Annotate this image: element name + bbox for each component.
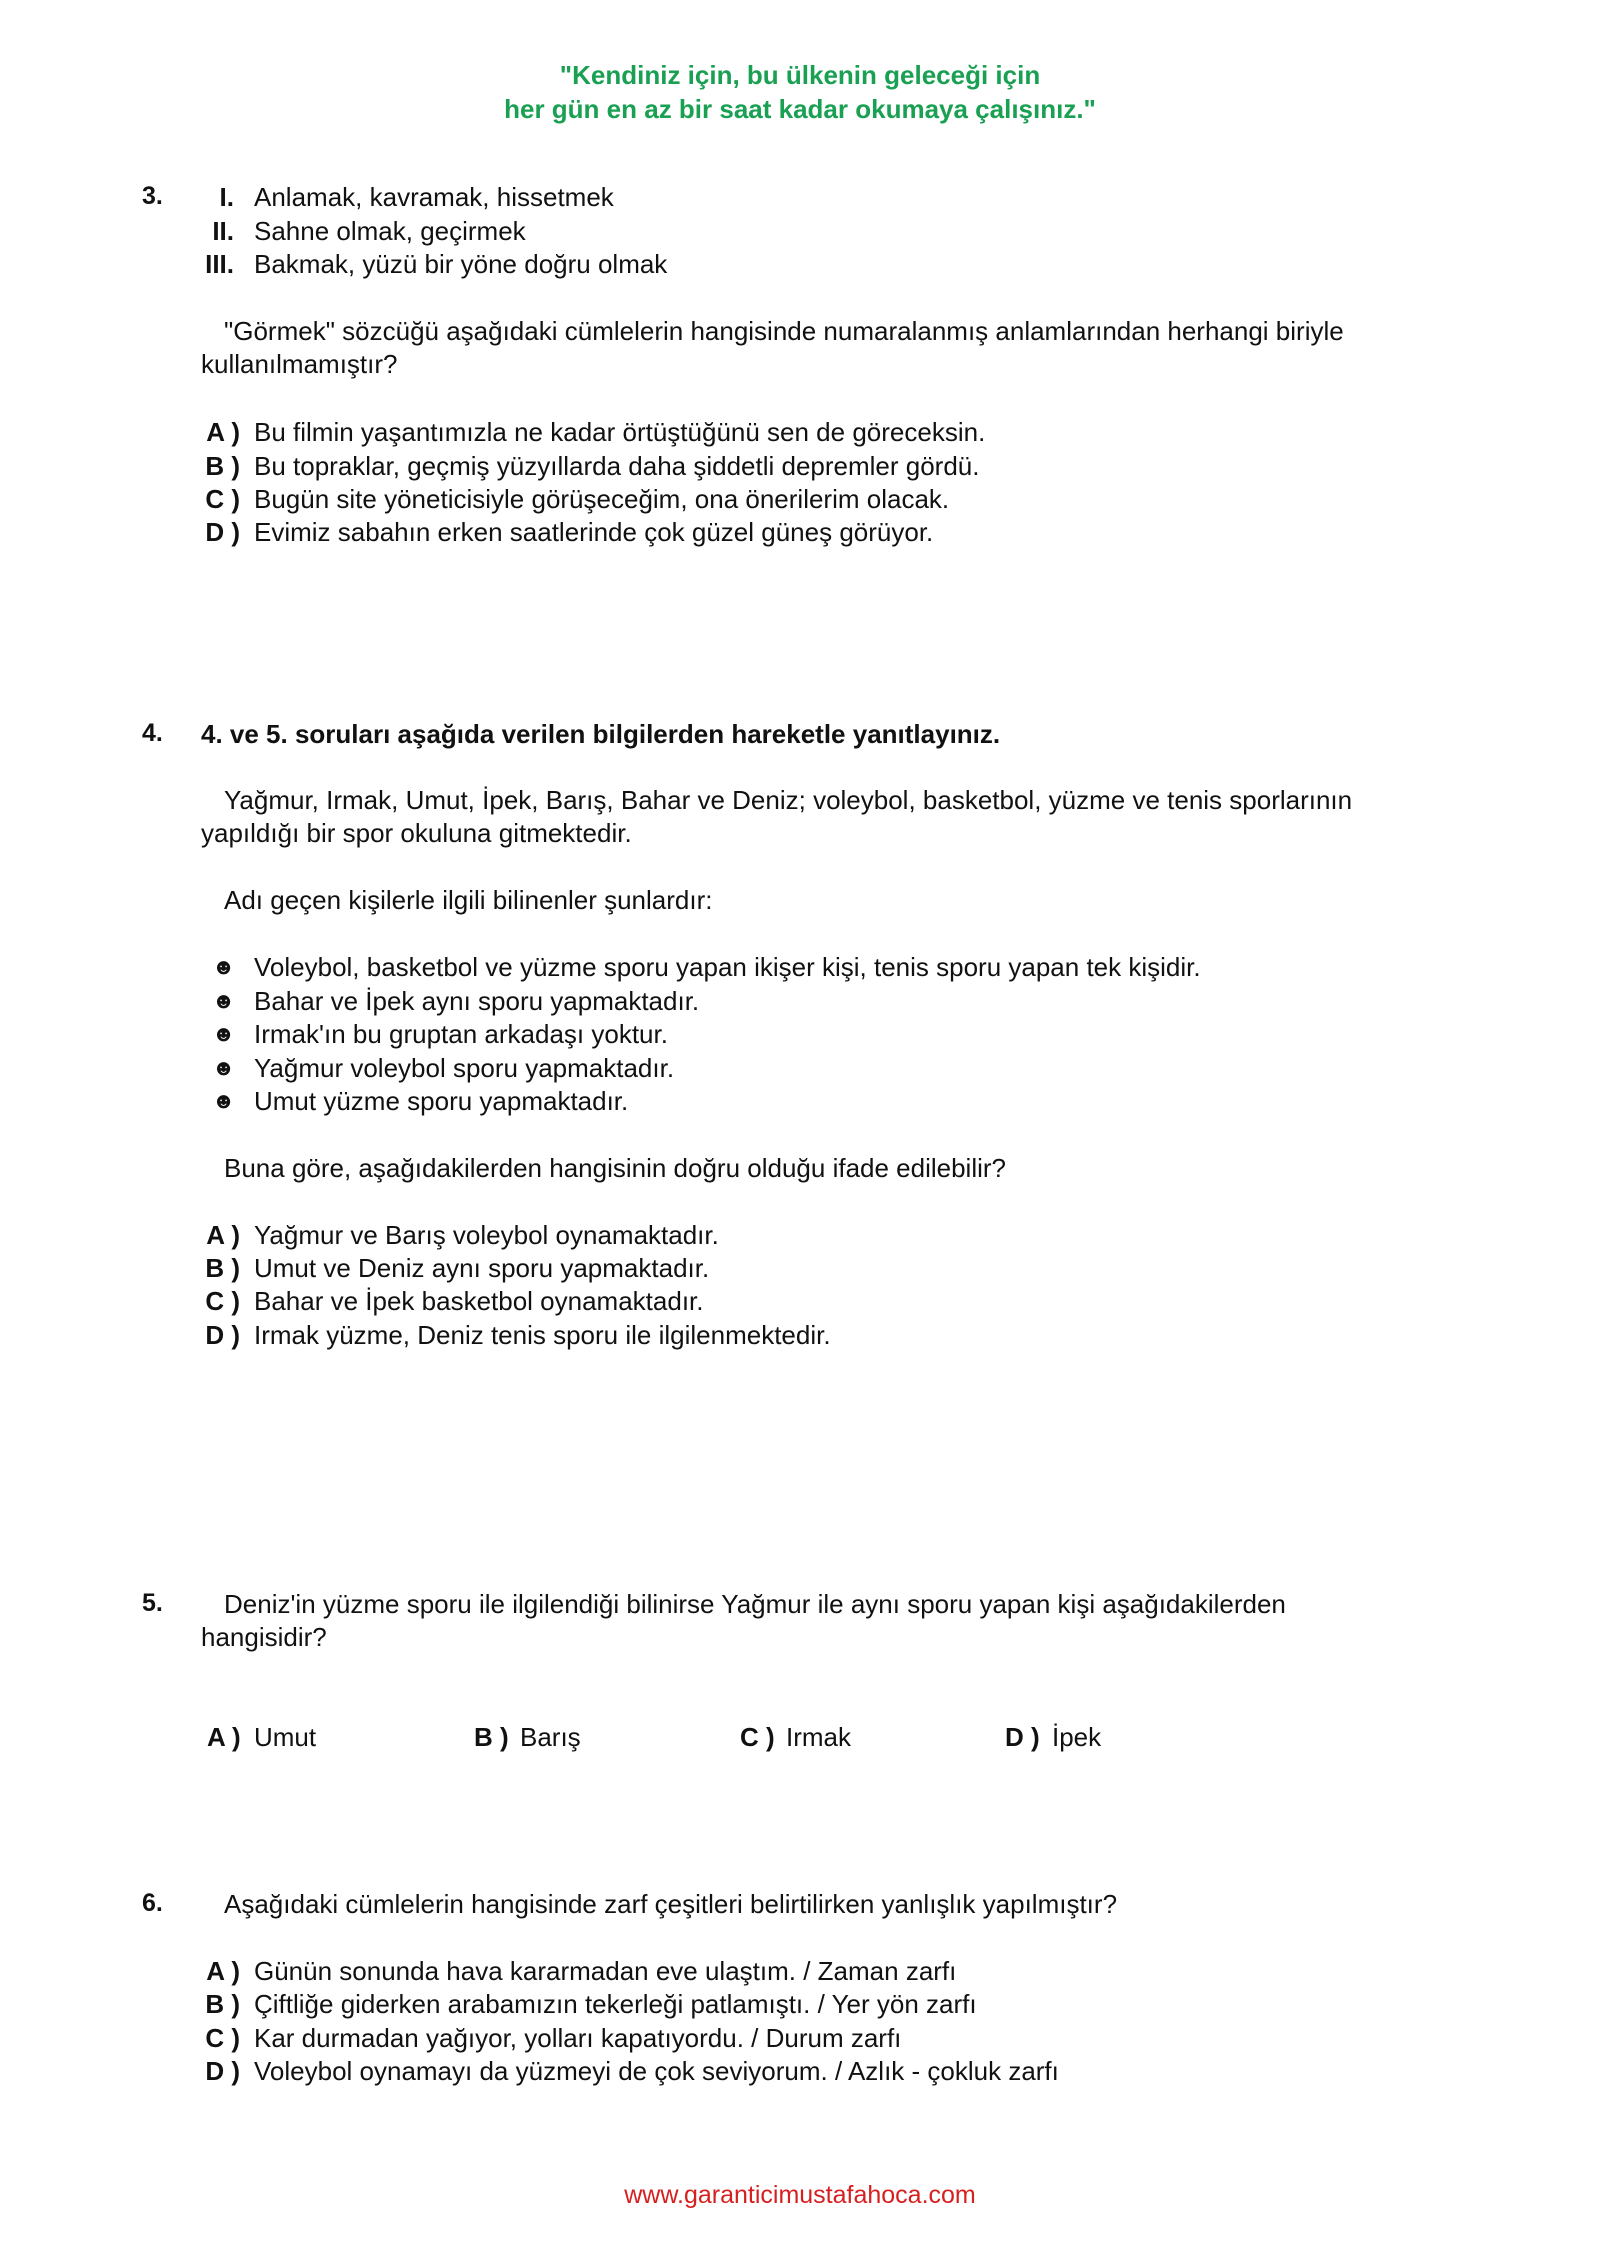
- question-stem: kullanılmamıştır?: [201, 349, 398, 379]
- bullet-text: Yağmur voleybol sporu yapmaktadır.: [254, 1053, 675, 1083]
- option-text: Barış: [520, 1722, 581, 1752]
- option-text: Evimiz sabahın erken saatlerinde çok güzel güneş görüyor.: [254, 517, 934, 547]
- option-text: İpek: [1052, 1722, 1102, 1752]
- roman-numeral: II.: [212, 216, 234, 246]
- bullet-text: Voleybol, basketbol ve yüzme sporu yapan ikişer kişi, tenis sporu yapan tek kişidir.: [254, 952, 1201, 982]
- question-number: 5.: [142, 1589, 163, 1617]
- bullet-text: Umut yüzme sporu yapmaktadır.: [254, 1086, 629, 1116]
- roman-numeral: I.: [219, 182, 234, 212]
- option-label: D ): [205, 517, 240, 547]
- instruction-text: 4. ve 5. soruları aşağıda verilen bilgilerden hareketle yanıtlayınız.: [201, 719, 1001, 749]
- smiley-bullet-icon: ☻: [212, 1055, 236, 1080]
- paragraph-text: yapıldığı bir spor okuluna gitmektedir.: [201, 818, 632, 848]
- option-label: C ): [205, 2023, 240, 2053]
- bullet-text: Irmak'ın bu gruptan arkadaşı yoktur.: [254, 1019, 668, 1049]
- question-stem: Aşağıdaki cümlelerin hangisinde zarf çeşitleri belirtilirken yanlışlık yapılmıştır?: [224, 1889, 1118, 1919]
- smiley-bullet-icon: ☻: [212, 1021, 236, 1046]
- option-text: Çiftliğe giderken arabamızın tekerleği patlamıştı. / Yer yön zarfı: [254, 1989, 977, 2019]
- roman-item-text: Sahne olmak, geçirmek: [254, 216, 526, 246]
- header-quote-line-2: her gün en az bir saat kadar okumaya çalışınız.": [504, 94, 1096, 124]
- option-label: B ): [205, 451, 240, 481]
- option-text: Irmak: [786, 1722, 851, 1752]
- header-quote-line-1: "Kendiniz için, bu ülkenin geleceği için: [559, 60, 1041, 90]
- roman-item-text: Anlamak, kavramak, hissetmek: [254, 182, 614, 212]
- option-label: D ): [205, 1320, 240, 1350]
- option-label: B ): [205, 1989, 240, 2019]
- option-label: B ): [205, 1253, 240, 1283]
- question-number: 6.: [142, 1889, 163, 1917]
- option-label: B ): [474, 1722, 509, 1752]
- option-text: Kar durmadan yağıyor, yolları kapatıyordu. / Durum zarfı: [254, 2023, 902, 2053]
- question-number: 3.: [142, 182, 163, 210]
- question-stem: "Görmek" sözcüğü aşağıdaki cümlelerin hangisinde numaralanmış anlamlarından herhangi biriyle: [224, 316, 1344, 346]
- option-text: Bugün site yöneticisiyle görüşeceğim, ona önerilerim olacak.: [254, 484, 950, 514]
- option-text: Bu topraklar, geçmiş yüzyıllarda daha şiddetli depremler gördü.: [254, 451, 980, 481]
- smiley-bullet-icon: ☻: [212, 954, 236, 979]
- question-number: 4.: [142, 719, 163, 747]
- option-label: A ): [206, 1220, 240, 1250]
- roman-item-text: Bakmak, yüzü bir yöne doğru olmak: [254, 249, 668, 279]
- question-stem: Deniz'in yüzme sporu ile ilgilendiği bilinirse Yağmur ile aynı sporu yapan kişi aşağıdakilerden: [224, 1589, 1286, 1619]
- question-stem: hangisidir?: [201, 1622, 327, 1652]
- option-text: Günün sonunda hava kararmadan eve ulaştım. / Zaman zarfı: [254, 1956, 957, 1986]
- option-text: Umut ve Deniz aynı sporu yapmaktadır.: [254, 1253, 710, 1283]
- option-label: A ): [206, 1956, 240, 1986]
- option-label: C ): [740, 1722, 775, 1752]
- option-label: C ): [205, 484, 240, 514]
- paragraph-text: Adı geçen kişilerle ilgili bilinenler şunlardır:: [224, 885, 713, 915]
- option-label: D ): [205, 2056, 240, 2086]
- option-label: A ): [207, 1722, 241, 1752]
- option-text: Yağmur ve Barış voleybol oynamaktadır.: [254, 1220, 719, 1250]
- option-text: Bahar ve İpek basketbol oynamaktadır.: [254, 1286, 704, 1316]
- bullet-text: Bahar ve İpek aynı sporu yapmaktadır.: [254, 986, 700, 1016]
- paragraph-text: Yağmur, Irmak, Umut, İpek, Barış, Bahar ve Deniz; voleybol, basketbol, yüzme ve tenis sporlarının: [224, 785, 1353, 815]
- option-text: Voleybol oynamayı da yüzmeyi de çok seviyorum. / Azlık - çokluk zarfı: [254, 2056, 1059, 2086]
- footer-website-link[interactable]: www.garanticimustafahoca.com: [624, 2181, 976, 2209]
- option-text: Umut: [254, 1722, 317, 1752]
- option-text: Irmak yüzme, Deniz tenis sporu ile ilgilenmektedir.: [254, 1320, 831, 1350]
- smiley-bullet-icon: ☻: [212, 1088, 236, 1113]
- question-stem: Buna göre, aşağıdakilerden hangisinin doğru olduğu ifade edilebilir?: [224, 1153, 1007, 1183]
- option-text: Bu filmin yaşantımızla ne kadar örtüştüğünü sen de göreceksin.: [254, 417, 986, 447]
- option-label: C ): [205, 1286, 240, 1316]
- smiley-bullet-icon: ☻: [212, 988, 236, 1013]
- option-label: A ): [206, 417, 240, 447]
- roman-numeral: III.: [205, 249, 234, 279]
- option-label: D ): [1005, 1722, 1040, 1752]
